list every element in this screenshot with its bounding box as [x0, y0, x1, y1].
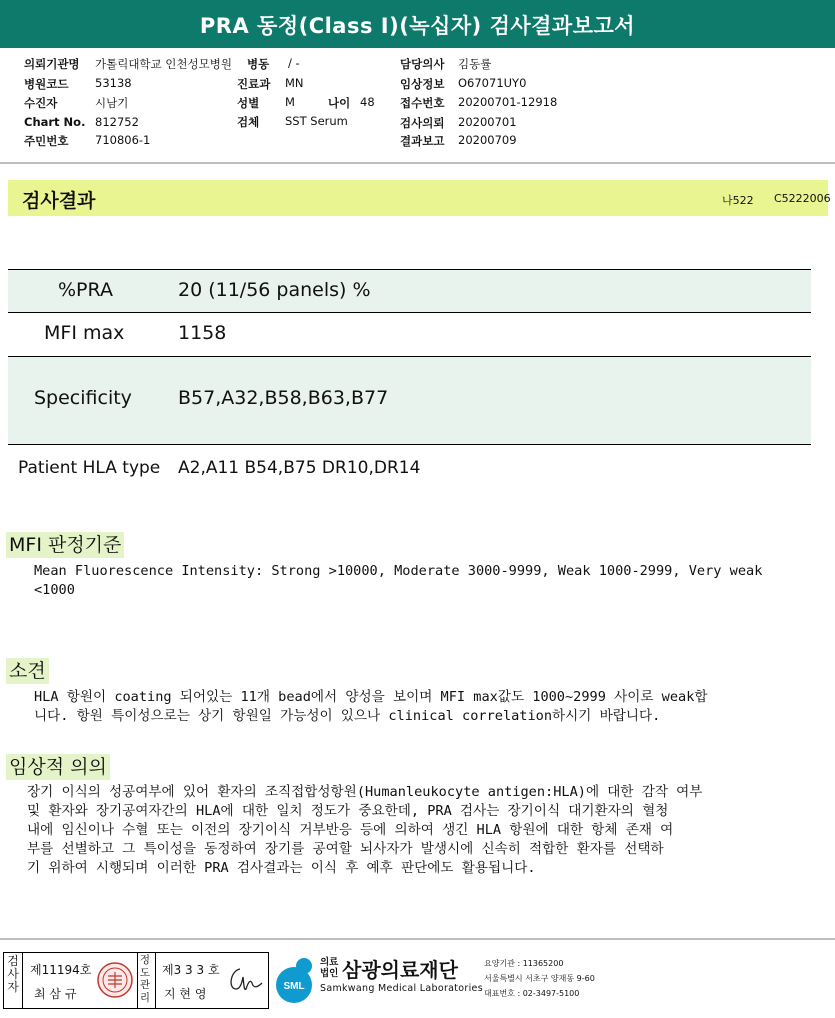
hla-type-label: Patient HLA type [18, 458, 161, 478]
table-line [8, 444, 811, 445]
inspector-label: 검사자 [7, 954, 19, 994]
table-row-specificity [8, 357, 811, 444]
text-line: HLA 항원이 coating 되어있는 11개 bead에서 양성을 보이며 MFI max값도 1000~2999 사이로 weak합 [34, 689, 708, 705]
age-value: 48 [360, 95, 375, 109]
sml-logo-icon [270, 955, 320, 1005]
table-row-mfi [8, 313, 811, 356]
sex-value: M [285, 95, 295, 109]
patient-name-value: 시남기 [95, 96, 129, 110]
mfi-max-value: 1158 [178, 322, 227, 344]
logo-text: SML [283, 981, 305, 992]
confirmer-name: 지 현 영 [164, 987, 207, 1001]
institution-value: 가톨릭대학교 인천성모병원 [95, 57, 232, 71]
table-line [8, 312, 811, 313]
inspector-seal-icon [96, 961, 134, 999]
pra-value: 20 (11/56 panels) % [178, 279, 371, 301]
specimen-value: SST Serum [285, 114, 348, 128]
report-date-value: 20200709 [458, 133, 517, 147]
text-line: <1000 [34, 582, 75, 598]
text-line: 니다. 항원 특이성으로는 상기 항원일 가능성이 있으나 clinical correlation하시기 바랍니다. [34, 708, 661, 724]
specificity-value: B57,A32,B58,B63,B77 [178, 387, 389, 409]
lab-name-english: Samkwang Medical Laboratories [320, 983, 483, 994]
chart-no-label: Chart No. [24, 115, 86, 129]
lab-phone: 대표번호 : 02-3497-5100 [484, 989, 580, 998]
result-test-code: C5222006 [774, 192, 831, 205]
dept-value: MN [285, 76, 304, 90]
text-line: Mean Fluorescence Intensity: Strong >10000, Moderate 3000-9999, Weak 1000-2999, Very weak [34, 563, 763, 579]
pra-label: %PRA [58, 279, 113, 301]
inspector-license: 제11194호 [30, 963, 92, 977]
signature-icon [226, 963, 264, 997]
hospital-code-label: 병원코드 [24, 77, 69, 91]
specificity-label: Specificity [34, 387, 132, 409]
text-line: 장기 이식의 성공여부에 있어 환자의 조직접합성항원(Humanleukocyte antigen:HLA)에 대한 감작 여부 [27, 784, 703, 800]
text-line: 및 환자와 장기공여자간의 HLA에 대한 일치 정도가 중요한데, PRA 검사는 장기이식 대기환자의 혈청 [27, 803, 669, 819]
resident-id-label: 주민번호 [24, 134, 69, 148]
clinical-significance-text [27, 783, 827, 878]
confirmer-label: 정도관리 [139, 954, 151, 1004]
lab-address: 서울특별시 서초구 양재동 9-60 [484, 974, 595, 983]
corp-label: 의료법인 [320, 957, 339, 979]
finding-text [34, 688, 824, 726]
result-code: 나522 [722, 194, 754, 207]
clinical-info-value: O67071UY0 [458, 76, 527, 90]
confirmer-license: 제3 3 3 호 [162, 963, 220, 977]
lab-name: 삼광의료재단 [342, 958, 458, 982]
hospital-code-value: 53138 [95, 76, 132, 90]
patient-name-label: 수진자 [24, 96, 58, 110]
chart-no-value: 812752 [95, 115, 139, 129]
doctor-label: 담당의사 [400, 57, 445, 71]
resident-id-value: 710806-1 [95, 133, 151, 147]
specimen-label: 검체 [237, 115, 260, 129]
divider [22, 953, 23, 1008]
sex-label: 성별 [237, 96, 260, 110]
institution-label: 의뢰기관명 [24, 57, 80, 71]
report-title: PRA 동정(Class I)(녹십자) 검사결과보고서 [0, 0, 835, 48]
footer-divider [0, 938, 835, 940]
divider [155, 953, 156, 1008]
result-bar [8, 180, 828, 216]
mfi-criteria-title: MFI 판정기준 [6, 532, 124, 558]
age-label: 나이 [328, 96, 351, 110]
table-line [8, 269, 811, 270]
signature-box [3, 952, 269, 1009]
result-title: 검사결과 [22, 190, 96, 212]
report-date-label: 결과보고 [400, 134, 445, 148]
text-line: 기 위하여 시행되며 이러한 PRA 검사결과는 이식 후 예후 판단에도 활용됩니다. [27, 860, 536, 876]
receipt-value: 20200701-12918 [458, 95, 558, 109]
clinical-info-label: 임상정보 [400, 77, 445, 91]
text-line: 부를 선별하고 그 특이성을 동정하여 장기를 공여할 뇌사자가 발생시에 신속히 적합한 환자를 선택하 [27, 841, 664, 857]
header-divider [0, 162, 835, 164]
inspector-name: 최 삼 규 [34, 987, 77, 1001]
request-date-label: 검사의뢰 [400, 116, 445, 130]
table-line [8, 356, 811, 357]
text-line: 내에 임신이나 수혈 또는 이전의 장기이식 거부반응 등에 의하여 생긴 HLA 항원에 대한 항체 존재 여 [27, 822, 674, 838]
ward-label: 병동 [247, 57, 270, 71]
mfi-criteria-text [34, 562, 824, 600]
receipt-label: 접수번호 [400, 96, 445, 110]
clinical-significance-title: 임상적 의의 [6, 754, 110, 780]
doctor-value: 김동률 [458, 57, 492, 71]
finding-title: 소견 [6, 658, 49, 684]
mfi-max-label: MFI max [44, 322, 125, 344]
ward-value: / - [288, 56, 300, 70]
hla-type-value: A2,A11 B54,B75 DR10,DR14 [178, 458, 421, 478]
request-date-value: 20200701 [458, 115, 517, 129]
table-row-hla [8, 445, 811, 491]
table-row-pra [8, 270, 811, 312]
institution-code: 요양기관 : 11365200 [484, 959, 564, 968]
dept-label: 진료과 [237, 77, 271, 91]
